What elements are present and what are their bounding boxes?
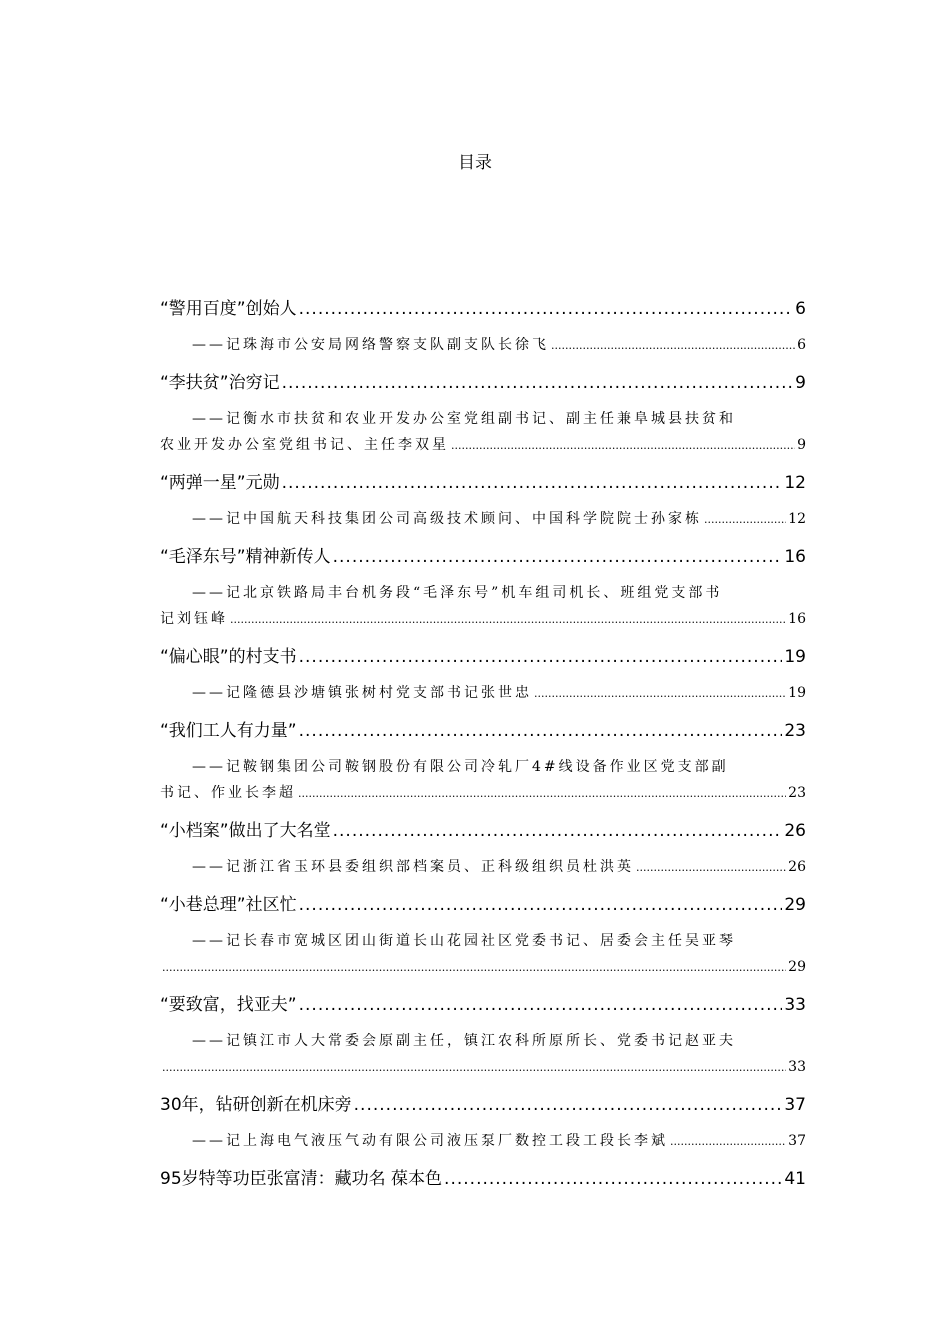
page-title: 目录: [458, 153, 492, 173]
toc-subtitle-continued: 农业开发办公室党组书记、主任李双星: [160, 437, 449, 453]
toc-subtitle-page: 29: [788, 959, 806, 975]
dot-leader: [162, 1055, 786, 1081]
toc-main-line[interactable]: [160, 992, 806, 1018]
toc-title: “要致富，找亚夫”: [160, 995, 297, 1015]
toc-title: “李扶贫”治穷记: [160, 373, 280, 393]
toc-subtitle-block[interactable]: [160, 580, 806, 632]
dot-leader: [354, 1092, 783, 1118]
toc-subtitle-page: 9: [797, 437, 806, 453]
dot-leader: [298, 781, 786, 807]
dot-leader: [534, 681, 786, 707]
toc-subtitle-block[interactable]: [160, 406, 806, 458]
toc-main-line[interactable]: [160, 544, 806, 570]
toc-title: “小巷总理”社区忙: [160, 895, 297, 915]
toc-entry: [160, 296, 806, 358]
toc-title: “小档案”做出了大名堂: [160, 821, 331, 841]
dot-leader: [636, 855, 786, 881]
toc-subtitle: ——记北京铁路局丰台机务段“毛泽东号”机车组司机长、班组党支部书: [192, 585, 723, 601]
toc-title: “我们工人有力量”: [160, 721, 297, 741]
toc-entry: [160, 470, 806, 532]
toc-page-number: 19: [784, 647, 806, 667]
toc-subtitle-line[interactable]: [160, 332, 806, 358]
toc-page-number: 37: [784, 1095, 806, 1115]
toc-subtitle-block[interactable]: [160, 754, 806, 806]
toc-main-line[interactable]: [160, 718, 806, 744]
toc-page-number: 26: [784, 821, 806, 841]
dot-leader: [444, 1166, 782, 1192]
toc-subtitle-line[interactable]: [160, 1128, 806, 1154]
toc-entry: [160, 544, 806, 632]
dot-leader: [282, 370, 794, 396]
dot-leader: [299, 992, 783, 1018]
toc-title: 30年，钻研创新在机床旁: [160, 1095, 352, 1115]
toc-entry: [160, 370, 806, 458]
toc-main-line[interactable]: [160, 818, 806, 844]
toc-subtitle-page: 19: [788, 685, 806, 701]
toc-entry: [160, 818, 806, 880]
toc-entry: [160, 992, 806, 1080]
toc-subtitle-page: 12: [788, 511, 806, 527]
toc-subtitle: ——记鞍钢集团公司鞍钢股份有限公司冷轧厂4#线设备作业区党支部副: [192, 759, 729, 775]
toc-page-number: 12: [784, 473, 806, 493]
toc-subtitle-page: 26: [788, 859, 806, 875]
dot-leader: [162, 955, 786, 981]
dot-leader: [704, 507, 786, 533]
dot-leader: [551, 333, 795, 359]
toc-subtitle-page: 37: [788, 1133, 806, 1149]
toc-subtitle-page: 23: [788, 785, 806, 801]
toc-title: “警用百度”创始人: [160, 299, 297, 319]
toc-subtitle: ——记镇江市人大常委会原副主任，镇江农科所原所长、党委书记赵亚夫: [192, 1033, 736, 1049]
toc-page-number: 6: [795, 299, 806, 319]
dot-leader: [333, 818, 783, 844]
toc-entry: [160, 1092, 806, 1154]
toc-page-number: 33: [784, 995, 806, 1015]
dot-leader: [230, 607, 786, 633]
toc-title: “毛泽东号”精神新传人: [160, 547, 331, 567]
dot-leader: [670, 1129, 786, 1155]
toc-subtitle-page: 16: [788, 611, 806, 627]
toc-page-number: 41: [784, 1169, 806, 1189]
toc-title: “两弹一星”元勋: [160, 473, 280, 493]
toc-subtitle: ——记长春市宽城区团山街道长山花园社区党委书记、居委会主任吴亚琴: [192, 933, 736, 949]
dot-leader: [299, 296, 794, 322]
toc-subtitle-continued: 书记、作业长李超: [160, 785, 296, 801]
toc-subtitle-continued: 记刘钰峰: [160, 611, 228, 627]
toc-subtitle: ——记中国航天科技集团公司高级技术顾问、中国科学院院士孙家栋: [192, 511, 702, 527]
dot-leader: [451, 433, 795, 459]
table-of-contents: [160, 296, 806, 1192]
toc-page-number: 23: [784, 721, 806, 741]
toc-subtitle: ——记浙江省玉环县委组织部档案员、正科级组织员杜洪英: [192, 859, 634, 875]
toc-entry: [160, 644, 806, 706]
toc-page-number: 16: [784, 547, 806, 567]
toc-subtitle-line[interactable]: [160, 506, 806, 532]
dot-leader: [333, 544, 783, 570]
toc-subtitle-page: 33: [788, 1059, 806, 1075]
toc-subtitle-line[interactable]: [160, 854, 806, 880]
dot-leader: [299, 718, 783, 744]
toc-subtitle-block[interactable]: [160, 1028, 806, 1080]
dot-leader: [299, 644, 783, 670]
toc-subtitle-block[interactable]: [160, 928, 806, 980]
toc-main-line[interactable]: [160, 644, 806, 670]
toc-main-line[interactable]: [160, 892, 806, 918]
toc-entry: [160, 1166, 806, 1192]
toc-title: 95岁特等功臣张富清：藏功名 葆本色: [160, 1169, 443, 1189]
toc-subtitle: ——记上海电气液压气动有限公司液压泵厂数控工段工段长李斌: [192, 1133, 668, 1149]
toc-title: “偏心眼”的村支书: [160, 647, 297, 667]
toc-main-line[interactable]: [160, 296, 806, 322]
toc-main-line[interactable]: [160, 1092, 806, 1118]
toc-subtitle-page: 6: [797, 337, 806, 353]
dot-leader: [299, 892, 783, 918]
toc-page-number: 29: [784, 895, 806, 915]
toc-main-line[interactable]: [160, 470, 806, 496]
toc-subtitle: ——记珠海市公安局网络警察支队副支队长徐飞: [192, 337, 549, 353]
toc-entry: [160, 892, 806, 980]
toc-subtitle-line[interactable]: [160, 680, 806, 706]
toc-entry: [160, 718, 806, 806]
toc-page-number: 9: [795, 373, 806, 393]
toc-subtitle: ——记衡水市扶贫和农业开发办公室党组副书记、副主任兼阜城县扶贫和: [192, 411, 736, 427]
dot-leader: [282, 470, 783, 496]
toc-main-line[interactable]: [160, 370, 806, 396]
toc-main-line[interactable]: [160, 1166, 806, 1192]
toc-subtitle: ——记隆德县沙塘镇张树村党支部书记张世忠: [192, 685, 532, 701]
